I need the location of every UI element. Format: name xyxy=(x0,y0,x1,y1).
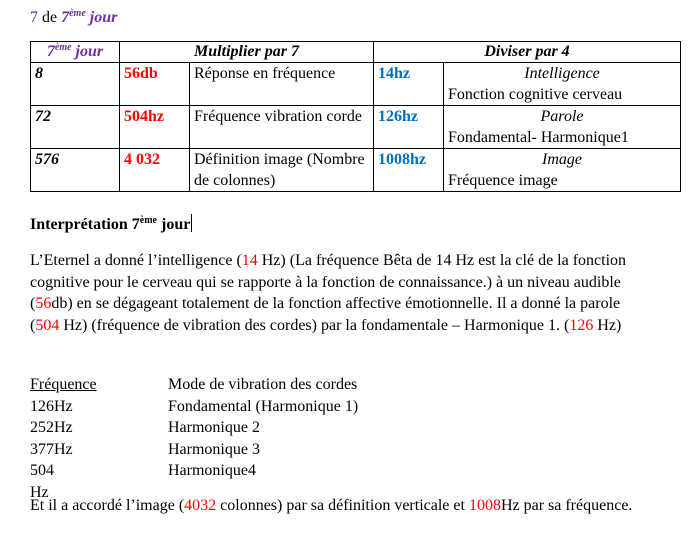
header-day-number: 7 xyxy=(46,43,55,60)
mode-value: Harmonique 3 xyxy=(168,440,260,458)
header-day xyxy=(31,42,120,63)
highlight-value: 126 xyxy=(569,317,594,335)
row-mult-value: 56db xyxy=(120,63,190,106)
row-div-title: Parole xyxy=(540,108,584,125)
header-divide: Diviser par 4 xyxy=(374,42,681,63)
header-day-word: jour xyxy=(71,43,104,60)
highlight-value: 4032 xyxy=(184,497,217,514)
closing-paragraph xyxy=(30,495,650,517)
row-day: 72 xyxy=(31,106,120,149)
mode-value: Fondamental (Harmonique 1) xyxy=(168,397,359,415)
table-header-row xyxy=(31,42,681,63)
heading-ordinal-sup: ème xyxy=(69,8,86,19)
paragraph-text: Hz) xyxy=(593,317,622,335)
table-row xyxy=(31,106,681,149)
row-mult-desc: Fréquence vibration corde xyxy=(190,106,374,149)
row-div-title: Image xyxy=(542,151,582,168)
row-div-value: 1008hz xyxy=(374,149,444,192)
mode-value: Harmonique4 xyxy=(168,462,256,479)
row-mult-desc: Réponse en fréquence xyxy=(190,63,374,106)
row-div-value: 126hz xyxy=(374,106,444,149)
frequency-value: 252Hz xyxy=(30,419,73,436)
header-day-sup: ème xyxy=(54,42,72,53)
highlight-value: 1008 xyxy=(468,497,501,514)
mode-header: Mode de vibration des cordes xyxy=(168,376,358,393)
row-mult-desc: Définition image (Nombre de colonnes) xyxy=(190,149,374,192)
header-multiply: Multiplier par 7 xyxy=(120,42,374,63)
paragraph-text: db) en se dégageant totalement de la fonction affective émotionnelle. Il a donné la parole ( xyxy=(30,295,621,335)
row-day: 8 xyxy=(31,63,120,106)
interpretation-title-prefix: Interprétation 7 xyxy=(30,216,140,233)
row-mult-value: 4 032 xyxy=(120,149,190,192)
mode-value: Harmonique 2 xyxy=(168,419,260,436)
frequency-header: Fréquence xyxy=(30,376,97,393)
row-div-cell xyxy=(444,63,681,106)
row-div-title: Intelligence xyxy=(524,65,600,82)
heading-connector: de xyxy=(38,9,62,26)
paragraph-text: Hz par sa fréquence. xyxy=(500,497,633,514)
row-div-cell xyxy=(444,149,681,192)
heading-number: 7 xyxy=(30,9,38,26)
frequency-value: 377Hz xyxy=(30,440,73,458)
paragraph-text: Hz) (fréquence de vibration des cordes) par la fondamentale – Harmonique 1. ( xyxy=(59,317,570,335)
frequency-value: 126Hz xyxy=(30,397,73,415)
frequency-value: 504 Hz xyxy=(30,462,54,501)
paragraph-text: colonnes) par sa définition verticale et xyxy=(216,497,469,514)
interpretation-paragraph xyxy=(30,250,650,337)
row-div-desc: Fonction cognitive cerveau xyxy=(448,86,623,103)
interpretation-title-sup: ème xyxy=(139,215,157,226)
heading-ordinal-word: jour xyxy=(85,9,118,26)
row-mult-value: 504hz xyxy=(120,106,190,149)
paragraph-text: L’Eternel a donné l’intelligence ( xyxy=(30,252,242,269)
row-div-value: 14hz xyxy=(374,63,444,106)
heading-ordinal-number: 7 xyxy=(61,9,70,26)
heading-ordinal xyxy=(61,9,117,26)
interpretation-title-suffix: jour xyxy=(156,216,191,233)
highlight-value: 56 xyxy=(35,295,52,313)
text-cursor xyxy=(191,214,192,232)
interpretation-title xyxy=(30,214,192,235)
document-heading xyxy=(30,8,117,28)
paragraph-text: Et il a accordé l’image ( xyxy=(30,497,185,514)
day-table xyxy=(30,41,681,192)
paragraph-text: Hz) (La fréquence Bêta de 14 Hz est la clé de la fonction cognitive pour le cerveau qui se rapporte à la fonction de connaissance.) à un niveau audible ( xyxy=(30,252,627,313)
highlight-value: 14 xyxy=(241,252,258,269)
table-row xyxy=(31,63,681,106)
row-day: 576 xyxy=(31,149,120,192)
highlight-value: 504 xyxy=(35,317,60,335)
row-div-desc: Fondamental- Harmonique1 xyxy=(448,129,629,146)
row-div-desc: Fréquence image xyxy=(448,172,558,189)
table-row xyxy=(31,149,681,192)
row-div-cell xyxy=(444,106,681,149)
